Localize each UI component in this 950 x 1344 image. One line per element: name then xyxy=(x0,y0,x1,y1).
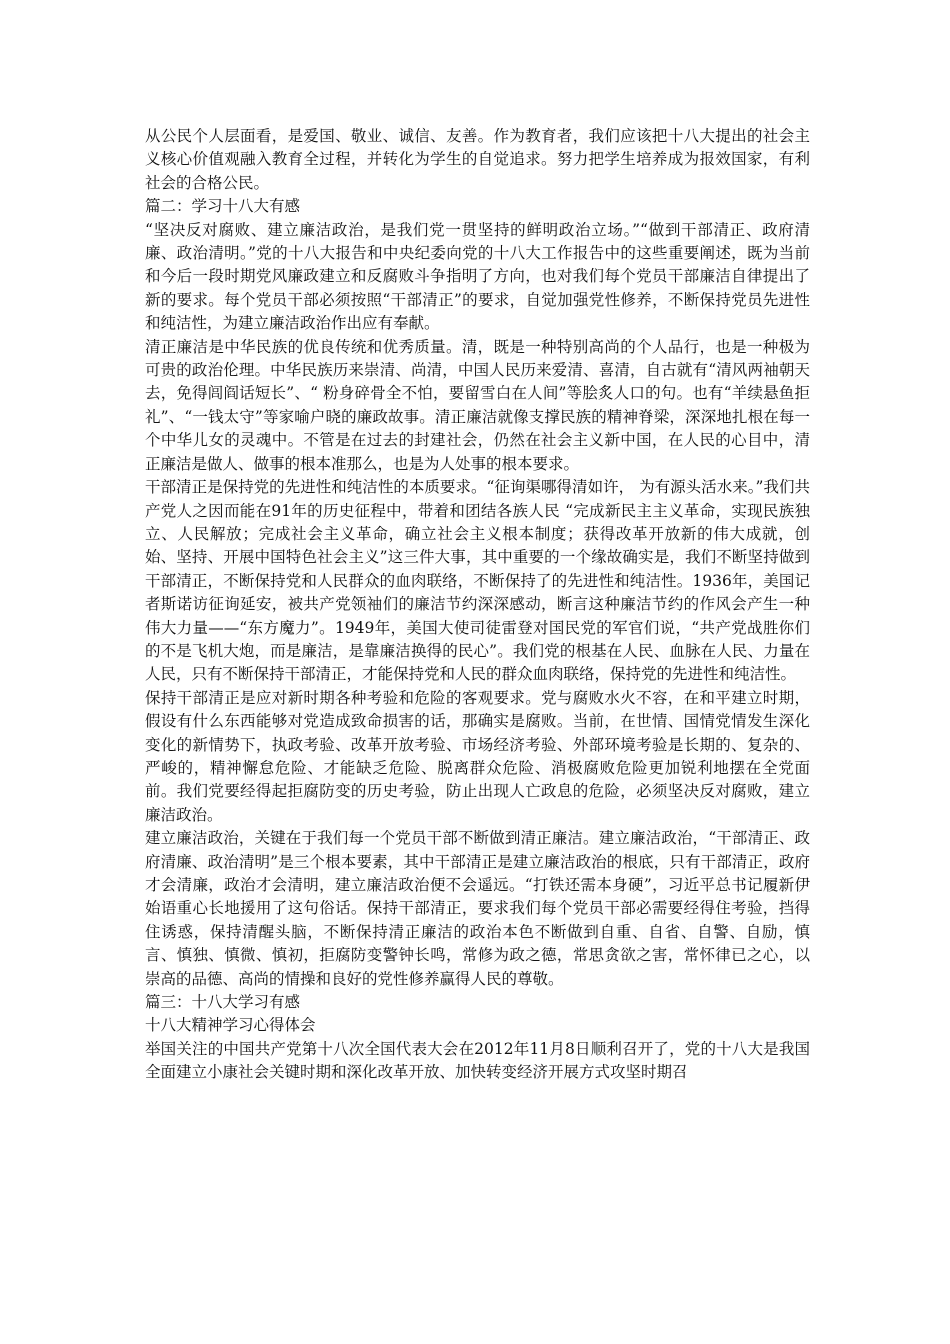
paragraph-integrity-tradition: 清正廉洁是中华民族的优良传统和优秀质量。清，既是一种特别高尚的个人品行，也是一种极为可贵的政治伦理。中华民族历来崇清、尚清，中国人民历来爱清、喜清，自古就有“清风两袖朝天去，免得闾阎话短长”、“ 粉身碎骨全不怕，要留雪白在人间”等脍炙人口的句。也有“羊续悬鱼拒礼”、“一钱太守”等家喻户晓的廉政故事。清正廉洁就像支撑民族的精神脊梁，深深地扎根在每一个中华儿女的灵魂中。不管是在过去的封建社会，仍然在社会主义新中国，在人民的心目中，清正廉洁是做人、做事的根本准那么，也是为人处事的根本要求。 xyxy=(145,337,810,473)
paragraph-cadre-integrity-essence: 干部清正是保持党的先进性和纯洁性的本质要求。“征询渠哪得清如许， 为有源头活水来。”我们共产党人之因而能在91年的历史征程中，带着和团结各族人民 “完成新民主主义革命，实现民族独立、人民解放；完成社会主义革命，确立社会主义根本制度；获得改革开放新的伟大成就，创始、坚持、开展中国特色社会主义”这三件大事，其中重要的一个缘故确实是，我们不断坚持做到干部清正，不断保持党和人民群众的血肉联络，不断保持了的先进性和纯洁性。1936年，美国记者斯诺访征询延安，被共产党领袖们的廉洁节约深深感动，断言这种廉洁节约的作风会产生一种伟大力量——“东方魔力”。1949年，美国大使司徒雷登对国民党的军官们说，“共产党战胜你们的不是飞机大炮，而是廉洁，是靠廉洁换得的民心”。我们党的根基在人民、血脉在人民、力量在人民，只有不断保持干部清正，才能保持党和人民的群众血肉联络，保持党的先进性和纯洁性。 xyxy=(145,478,810,684)
paragraph-new-era-challenges: 保持干部清正是应对新时期各种考验和危险的客观要求。党与腐败水火不容，在和平建立时期，假设有什么东西能够对党造成致命损害的话，那确实是腐败。当前，在世情、国情党情发生深化变化的新情势下，执政考验、改革开放考验、市场经济考验、外部环境考验是长期的、复杂的、严峻的，精神懈怠危险、才能缺乏危险、脱离群众危险、消极腐败危险更加锐利地摆在全党面前。我们党要经得起拒腐防变的历史考验，防止出现人亡政息的危险，必须坚决反对腐败，建立廉洁政治。 xyxy=(145,688,810,824)
paragraph-citizen-values: 从公民个人层面看，是爱国、敬业、诚信、友善。作为教育者，我们应该把十八大提出的社会主义核心价值观融入教育全过程，并转化为学生的自觉追求。努力把学生培养成为报效国家，有利社会的合格公民。 xyxy=(145,127,810,192)
paragraph-anti-corruption-intro: “坚决反对腐败、建立廉洁政治，是我们党一贯坚持的鲜明政治立场。”“做到干部清正、政府清廉、政治清明。”党的十八大报告和中央纪委向党的十八大工作报告中的这些重要阐述，既为当前和今后一段时期党风廉政建立和反腐败斗争指明了方向，也对我们每个党员干部廉洁自律提出了新的要求。每个党员干部必须按照“干部清正”的要求，自觉加强党性修养，不断保持党员先进性和纯洁性，为建立廉洁政治作出应有奉献。 xyxy=(145,220,810,333)
document-body xyxy=(145,125,810,1085)
section-heading-part-two: 篇二：学习十八大有感 xyxy=(145,197,301,216)
section-heading-part-three: 篇三：十八大学习有感 xyxy=(145,993,301,1012)
paragraph-clean-politics-key: 建立廉洁政治，关键在于我们每一个党员干部不断做到清正廉洁。建立廉洁政治，“干部清正、政府清廉、政治清明”是三个根本要素，其中干部清正是建立廉洁政治的根底，只有干部清正，政府才会清廉，政治才会清明，建立廉洁政治便不会遥远。“打铁还需本身硬”，习近平总书记履新伊始语重心长地援用了这句俗话。保持干部清正，要求我们每个党员干部必需要经得住考验，挡得住诱惑，保持清醒头脑，不断保持清正廉洁的政治本色不断做到自重、自省、自警、自励，慎言、慎独、慎微、慎初，拒腐防变警钟长鸣，常修为政之德，常思贪欲之害，常怀律已之心，以崇高的品德、高尚的情操和良好的党性修养赢得人民的尊敬。 xyxy=(145,829,810,988)
paragraph-congress-opening: 举国关注的中国共产党第十八次全国代表大会在2012年11月8日顺利召开了，党的十八大是我国全面建立小康社会关键时期和深化改革开放、加快转变经济开展方式攻坚时期召 xyxy=(145,1039,810,1082)
subheading-study-notes: 十八大精神学习心得体会 xyxy=(145,1016,316,1035)
